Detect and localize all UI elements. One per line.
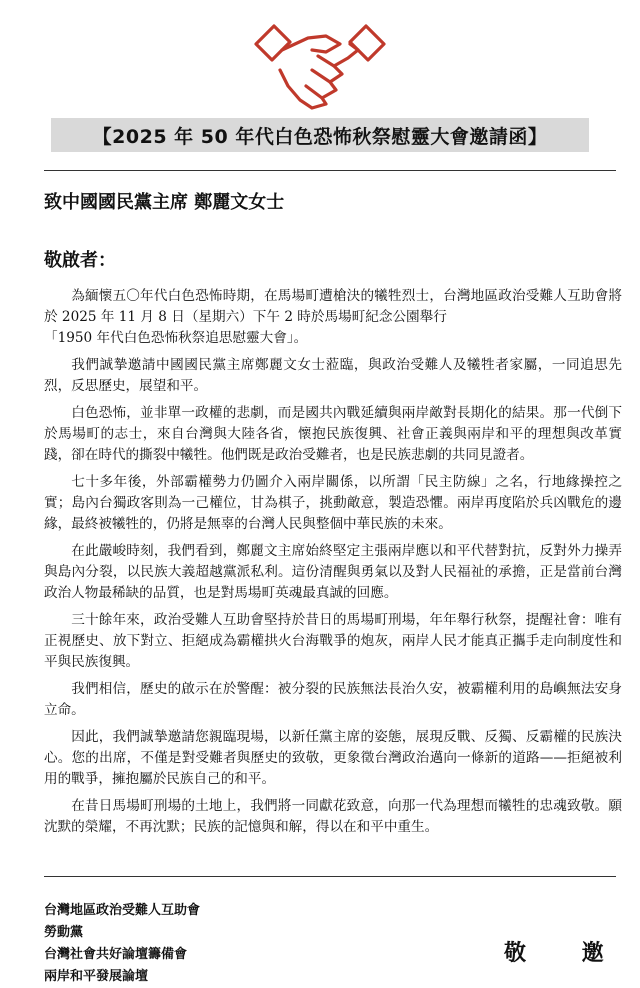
event-name-line: 「1950 年代白色恐怖秋祭追思慰靈大會」。 [44, 330, 308, 346]
handshake-icon [252, 14, 388, 110]
signatory: 兩岸和平發展論壇 [44, 969, 149, 984]
signatory: 勞動黨 [44, 925, 84, 940]
divider-top [44, 170, 616, 171]
paragraph: 我們誠摯邀請中國國民黨主席鄭麗文女士蒞臨，與政治受難人及犧牲者家屬，一同追思先烈，反思歷史，展望和平。 [44, 357, 622, 394]
signatory: 台灣地區政治受難人互助會 [44, 903, 201, 918]
paragraph: 白色恐怖，並非單一政權的悲劇，而是國共內戰延續與兩岸敵對長期化的結果。那一代倒下於馬場町的志士，來自台灣與大陸各省，懷抱民族復興、社會正義與兩岸和平的理想與改革實踐，卻在時代的撕裂中犧牲。他們既是政治受難者，也是民族悲劇的共同見證者。 [44, 405, 622, 463]
signatory: 台灣社會共好論壇籌備會 [44, 947, 188, 962]
divider-bottom [44, 876, 616, 877]
letter-body [44, 286, 622, 844]
paragraph: 在此嚴峻時刻，我們看到，鄭麗文主席始終堅定主張兩岸應以和平代替對抗，反對外力操弄與島內分裂，以民族大義超越黨派私利。這份清醒與勇氣以及對人民福祉的承擔，正是當前台灣政治人物最稀缺的品質，也是對馬場町英魂最真誠的回應。 [44, 543, 622, 601]
paragraph: 為緬懷五〇年代白色恐怖時期，在馬場町遭槍決的犧牲烈士，台灣地區政治受難人互助會將於 2025 年 11 月 8 日（星期六）下午 2 時於馬場町紀念公園舉行 [44, 288, 622, 325]
closing-phrase: 敬 邀 [504, 941, 628, 966]
paragraph: 在昔日馬場町刑場的土地上，我們將一同獻花致意，向那一代為理想而犧牲的忠魂致敬。願沈默的榮耀，不再沈默；民族的記憶與和解，得以在和平中重生。 [44, 798, 622, 835]
paragraph: 我們相信，歷史的啟示在於警醒：被分裂的民族無法長治久安，被霸權利用的島嶼無法安身立命。 [44, 681, 622, 718]
invitation-title: 【2025 年 50 年代白色恐怖秋祭慰靈大會邀請函】 [51, 118, 589, 152]
addressee: 致中國國民黨主席 鄭麗文女士 [44, 192, 285, 213]
logo [252, 14, 388, 110]
salutation: 敬啟者： [44, 250, 116, 271]
paragraph: 三十餘年來，政治受難人互助會堅持於昔日的馬場町刑場，年年舉行秋祭，提醒社會：唯有正視歷史、放下對立、拒絕成為霸權拱火台海戰爭的炮灰，兩岸人民才能真正攜手走向制度性和平與民族復興。 [44, 612, 622, 670]
paragraph: 因此，我們誠摯邀請您親臨現場，以新任黨主席的姿態，展現反戰、反獨、反霸權的民族決心。您的出席，不僅是對受難者與歷史的致敬，更象徵台灣政治邁向一條新的道路——拒絕被利用的戰爭，擁抱屬於民族自己的和平。 [44, 729, 622, 787]
signatory-list [44, 900, 200, 988]
paragraph: 七十多年後，外部霸權勢力仍圖介入兩岸關係，以所謂「民主防線」之名，行地緣操控之實；島內台獨政客則為一己權位，甘為棋子，挑動敵意，製造恐懼。兩岸再度陷於兵凶戰危的邊緣，最終被犧牲的，仍將是無辜的台灣人民與整個中華民族的未來。 [44, 474, 622, 532]
